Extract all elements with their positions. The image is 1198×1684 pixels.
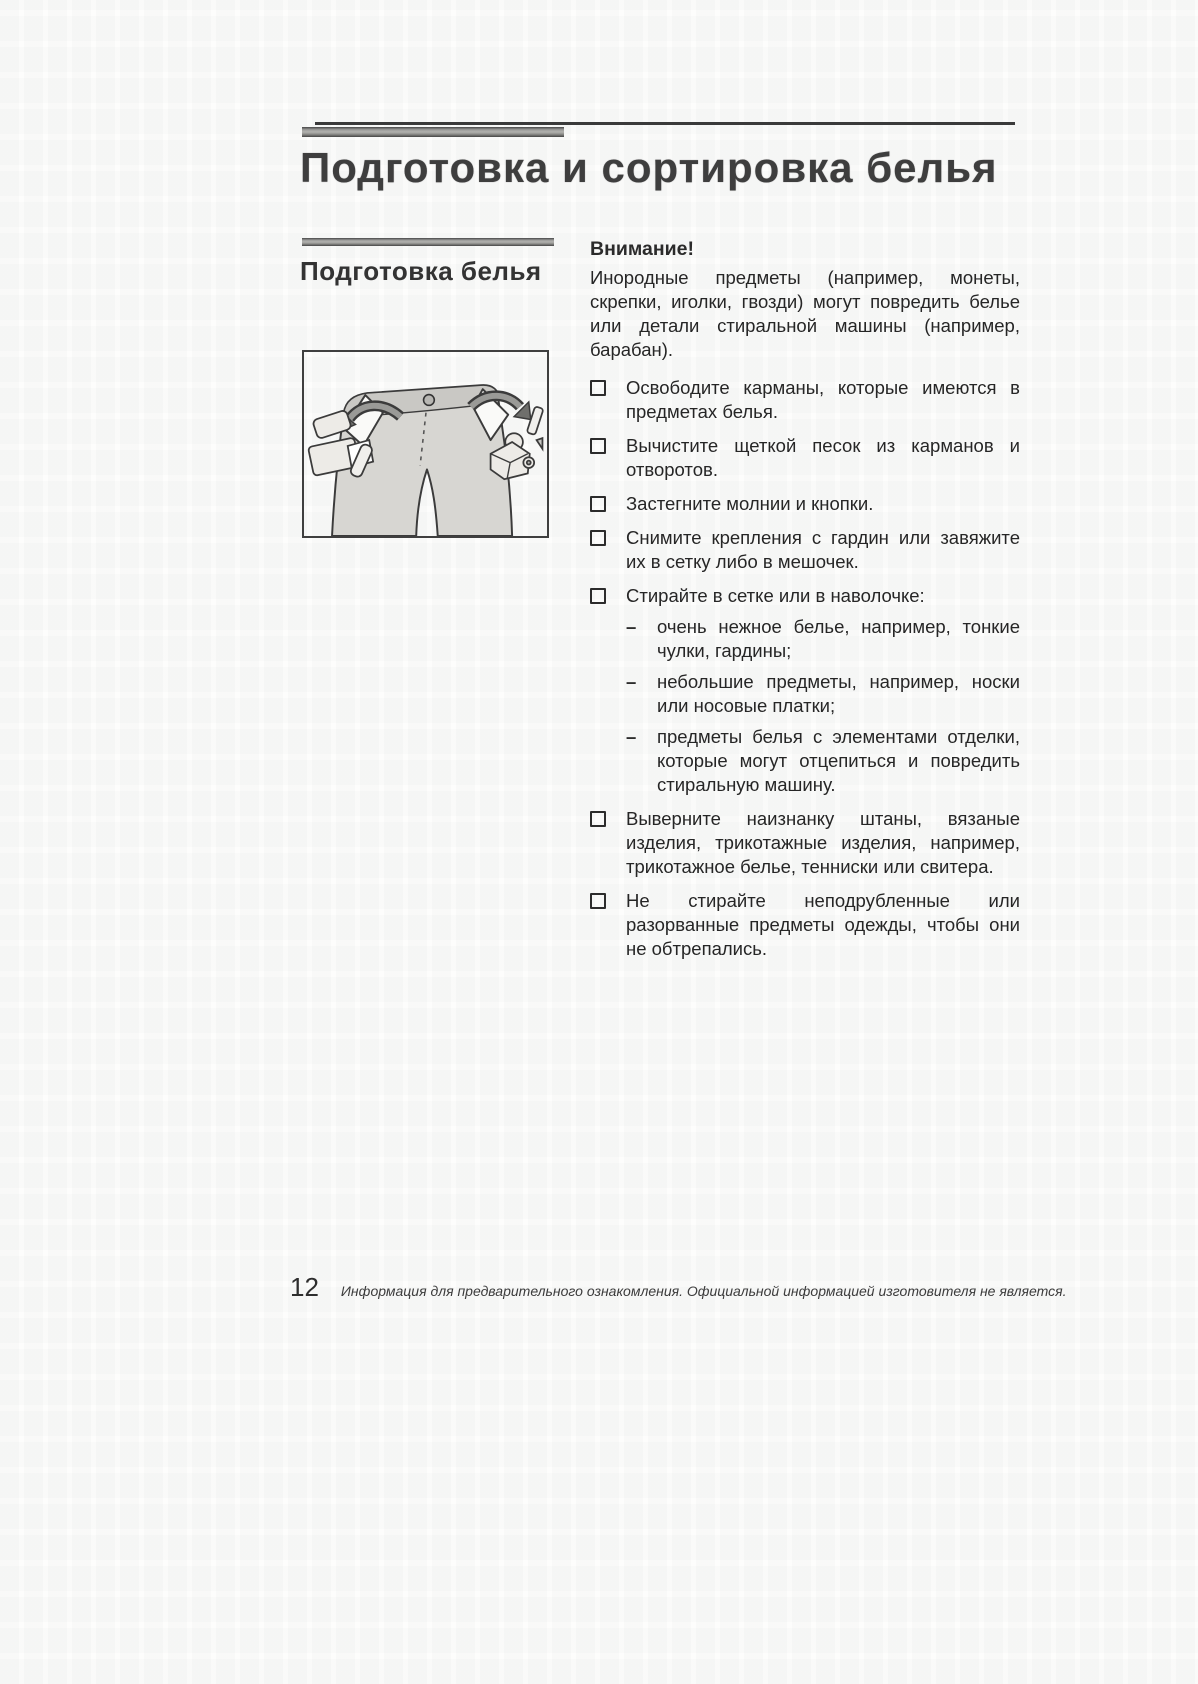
checkbox-bullet-icon [590,811,606,827]
checkbox-bullet-icon [590,380,606,396]
checklist-item [590,492,1020,516]
header-rule [315,122,1015,125]
section-accent-bar [302,238,554,246]
checkbox-bullet-icon [590,438,606,454]
sub-item [626,725,1020,797]
checklist-item [590,376,1020,424]
dash-marker: – [626,726,637,747]
checklist-item [590,584,1020,797]
checkbox-bullet-icon [590,530,606,546]
title-accent-bar [302,127,564,137]
checkbox-bullet-icon [590,588,606,604]
checklist-item-text: Не стирайте неподрубленные или разорванные предметы одежды, чтобы они не обтрепались. [626,890,1020,959]
checkbox-bullet-icon [590,893,606,909]
checklist-item-text: Освободите карманы, которые имеются в предметах белья. [626,377,1020,422]
checklist-item-text: Снимите крепления с гардин или завяжите их в сетку либо в мешочек. [626,527,1020,572]
checklist-item [590,434,1020,482]
checklist-item-text: Стирайте в сетке или в наволочке: [626,585,925,606]
dash-marker: – [626,671,637,692]
checkbox-bullet-icon [590,496,606,512]
sub-item-text: очень нежное белье, например, тонкие чулки, гардины; [657,616,1020,661]
section-title: Подготовка белья [300,256,542,286]
checklist [590,376,1020,961]
footer-note: Информация для предварительного ознакомления. Официальной информацией изготовителя не является. [340,1283,1067,1299]
attention-heading: Внимание! [590,238,694,260]
checklist-item-text: Выверните наизнанку штаны, вязаные изделия, трикотажные изделия, например, трикотажное белье, тенниски или свитера. [626,808,1020,877]
dash-marker: – [626,616,637,637]
checklist-item [590,526,1020,574]
sub-item [626,615,1020,663]
checklist-item [590,807,1020,879]
sub-item [626,670,1020,718]
figure-box [302,350,549,538]
instructions-column [590,238,1020,971]
sub-item-text: небольшие предметы, например, носки или носовые платки; [657,671,1020,716]
page-title: Подготовка и сортировка белья [300,144,998,191]
empty-pockets-illustration [304,352,547,536]
checklist-item-text: Застегните молнии и кнопки. [626,493,874,514]
checklist-item [590,889,1020,961]
page-number: 12 [290,1272,319,1302]
page-footer [290,1272,1067,1303]
checklist-item-text: Вычистите щеткой песок из карманов и отворотов. [626,435,1020,480]
attention-body: Инородные предметы (например, монеты, скрепки, иголки, гвозди) могут повредить белье или детали стиральной машины (например, барабан). [590,267,1020,360]
sub-item-text: предметы белья с элементами отделки, которые могут отцепиться и повредить стиральную машину. [657,726,1020,795]
